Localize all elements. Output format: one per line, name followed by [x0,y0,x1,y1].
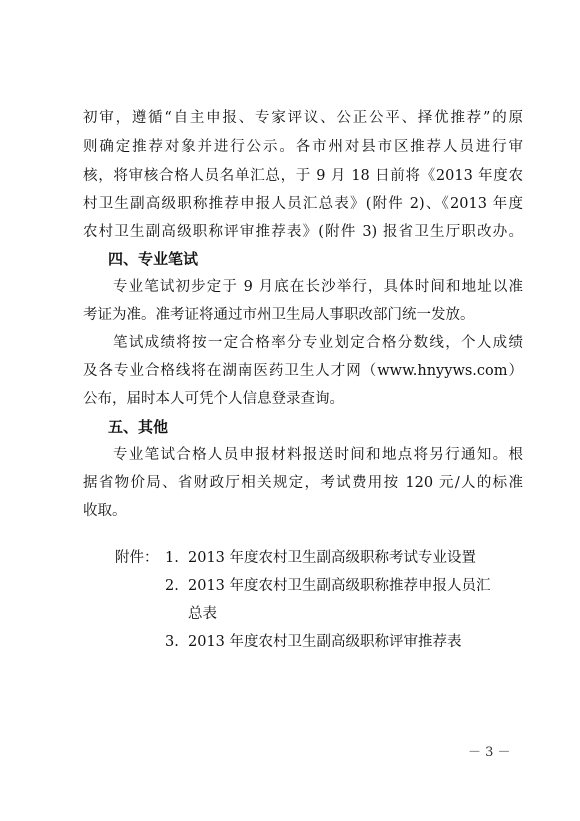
body-text-line: 村卫生副高级职称推荐申报人员汇总表》(附件 2)、《2013 年度 [83,196,523,212]
attachment-item: 2013 年度农村卫生副高级职称评审推荐表 [188,634,462,650]
page-number: － 3 － [468,745,511,760]
attachment-item-continued: 总表 [188,606,217,622]
body-text-line: 农村卫生副高级职称评审推荐表》(附件 3) 报省卫生厅职改办。 [83,224,523,240]
body-text-line: 公布，届时本人可凭个人信息登录查询。 [83,391,344,407]
attachment-number: 3. [165,634,179,650]
section-heading-other: 五、其他 [108,418,169,436]
attachment-number: 1. [165,550,179,566]
body-text-line: 笔试成绩将按一定合格率分专业划定合格分数线，个人成绩 [113,335,523,351]
body-text-line: 初审，遵循“自主申报、专家评议、公正公平、择优推荐”的原 [83,110,523,126]
body-text-line: 核，将审核合格人员名单汇总，于 9 月 18 日前将《2013 年度农 [83,168,523,184]
body-text-line: 及各专业合格线将在湖南医药卫生人才网（www.hnyyws.com） [83,363,523,379]
section-heading-exam: 四、专业笔试 [108,250,199,268]
body-text-line: 考证为准。准考证将通过市州卫生局人事职改部门统一发放。 [83,307,475,323]
attachments-label: 附件： [115,550,159,566]
body-text-line: 收取。 [83,503,127,519]
body-text-line: 据省物价局、省财政厅相关规定，考试费用按 120 元/人的标准 [83,475,523,491]
body-text-line: 专业笔试合格人员申报材料报送时间和地点将另行通知。根 [113,447,523,463]
body-text-line: 则确定推荐对象并进行公示。各市州对县市区推荐人员进行审 [83,139,523,155]
attachment-number: 2. [165,578,179,594]
attachment-item: 2013 年度农村卫生副高级职称推荐申报人员汇 [188,578,491,594]
body-text-line: 专业笔试初步定于 9 月底在长沙举行，具体时间和地址以准 [113,279,523,295]
attachment-item: 2013 年度农村卫生副高级职称考试专业设置 [188,550,477,566]
